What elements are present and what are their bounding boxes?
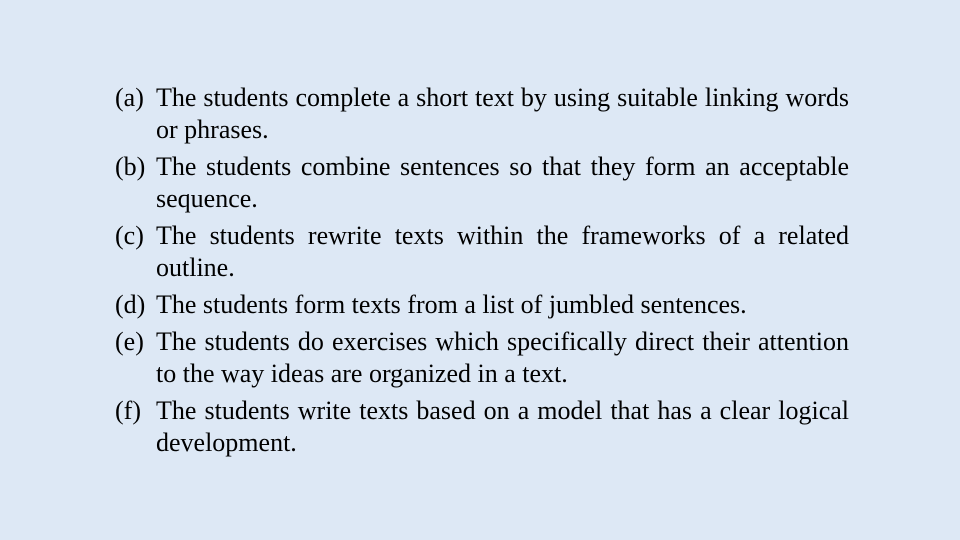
list-item-f <box>115 395 849 459</box>
item-marker: (d) <box>115 290 146 319</box>
item-text: The students do exercises which specifically direct their attention to the way ideas are organized in a text. <box>156 327 849 388</box>
list-item-b <box>115 151 849 215</box>
item-marker: (a) <box>115 83 144 112</box>
item-text: The students complete a short text by using suitable linking words or phrases. <box>156 83 849 144</box>
item-marker: (c) <box>115 221 144 250</box>
item-marker: (e) <box>115 327 144 356</box>
activity-list <box>115 82 849 464</box>
item-text: The students combine sentences so that they form an acceptable sequence. <box>156 152 849 213</box>
list-item-a <box>115 82 849 146</box>
list-item-e <box>115 326 849 390</box>
item-marker: (f) <box>115 396 141 425</box>
item-text: The students write texts based on a model that has a clear logical development. <box>156 396 849 457</box>
item-text: The students form texts from a list of jumbled sentences. <box>156 290 747 319</box>
list-item-d <box>115 289 849 321</box>
item-text: The students rewrite texts within the frameworks of a related outline. <box>156 221 849 282</box>
list-item-c <box>115 220 849 284</box>
item-marker: (b) <box>115 152 146 181</box>
